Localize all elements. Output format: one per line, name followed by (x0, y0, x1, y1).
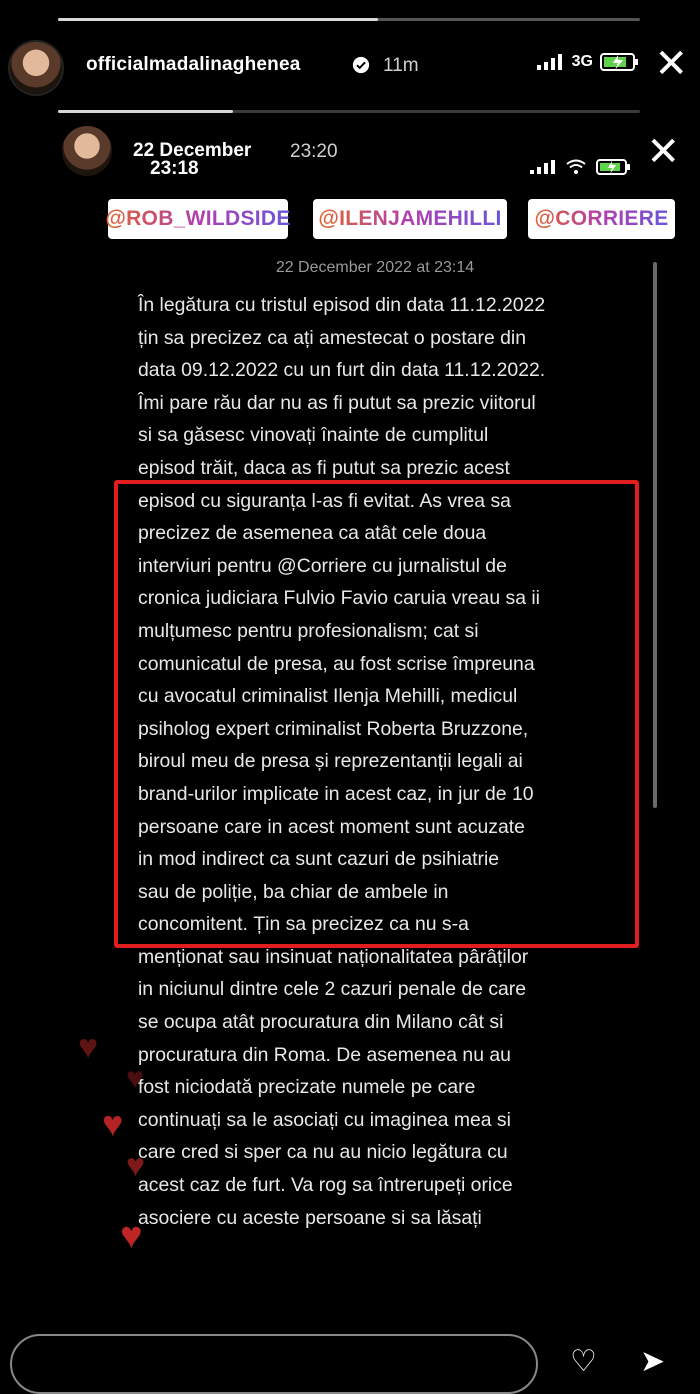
heart-outline-icon[interactable]: ♡ (570, 1345, 597, 1378)
inner-time-label: 23:20 (290, 141, 338, 162)
send-icon[interactable]: ➤ (640, 1345, 666, 1378)
note-line: În legătura cu tristul episod din data 11.12.2022 (138, 294, 546, 316)
close-icon[interactable]: ✕ (654, 42, 688, 86)
heart-icon: ♥ (126, 1062, 144, 1095)
note-line: continuați sa le asociați cu imaginea mea si (138, 1108, 511, 1131)
inner-clock: 23:18 (150, 158, 199, 179)
note-line: acest caz de furt. Va rog sa întrerupeți orice (138, 1174, 513, 1197)
verified-badge-icon (352, 56, 370, 74)
note-line: procuratura din Roma. De asemenea nu au (138, 1043, 511, 1066)
inner-avatar (62, 126, 112, 176)
note-line: asociere cu aceste persoane si sa lăsați (138, 1206, 482, 1229)
reply-input[interactable] (10, 1334, 538, 1394)
inner-close-icon[interactable]: ✕ (646, 130, 680, 174)
inner-status-bar (530, 158, 632, 176)
note-line: data 09.12.2022 cu un furt din data 11.12.2022. (138, 359, 546, 382)
story-progress-bar (58, 18, 640, 21)
network-label: 3G (571, 53, 593, 70)
battery-charging-icon (600, 52, 640, 72)
note-timestamp: 22 December 2022 at 23:14 (275, 259, 475, 276)
note-line: concomitent. Țin sa precizez ca nu s-a (138, 913, 469, 936)
note-line: psiholog expert criminalist Roberta Bruzzone, (138, 717, 529, 740)
note-line: in mod indirect ca sunt cazuri de psihiatrie (138, 848, 500, 871)
note-line: menționat sau insinuat naționalitatea pârâților (138, 945, 529, 968)
status-bar (537, 52, 640, 72)
note-line: cu avocatul criminalist Ilenja Mehilli, medicul (138, 685, 518, 708)
note-line: cronica judiciara Fulvio Favio caruia vreau sa ii (138, 587, 540, 610)
signal-icon (537, 54, 565, 70)
inner-story-progress-fill (58, 110, 233, 113)
highlight-box (114, 480, 639, 948)
heart-icon: ♥ (78, 1028, 99, 1066)
inner-story-progress-bar (58, 110, 640, 113)
note-line: precizez de asemenea ca atât cele doua (138, 522, 487, 545)
story-progress-fill (58, 18, 378, 21)
note-line: se ocupa atât procuratura din Milano cât si (138, 1011, 504, 1034)
note-line: episod trăit, daca as fi putut sa prezic acest (138, 456, 510, 479)
signal-icon (530, 160, 556, 174)
note-line: si sa găsesc vinovați înainte de cumplitul (138, 424, 489, 447)
note-line: care cred si sper ca nu au nicio legătura cu (138, 1141, 508, 1164)
scrollbar[interactable] (653, 262, 657, 808)
note-line: comunicatul de presa, au fost scrise împreuna (138, 652, 535, 675)
mention-sticker-ilenjamehilli[interactable]: @ILENJAMEHILLI (313, 199, 507, 239)
wifi-icon (566, 159, 586, 175)
heart-icon: ♥ (126, 1147, 145, 1183)
posted-ago: 11m (383, 55, 419, 76)
mention-sticker-rob-wildside[interactable]: @ROB_WILDSIDE (108, 199, 288, 239)
battery-charging-icon (596, 158, 632, 176)
avatar[interactable] (8, 40, 64, 96)
note-line: țin sa precizez ca ați amestecat o postare din (138, 326, 527, 349)
note-line: biroul meu de presa și reprezentanții legali ai (138, 750, 523, 773)
note-line: Îmi pare rău dar nu as fi putut sa prezic viitorul (138, 391, 536, 414)
note-line: in niciunul dintre cele 2 cazuri penale de care (138, 978, 527, 1001)
note-line: brand-urilor implicate in acest caz, in jur de 10 (138, 782, 534, 805)
mention-sticker-corriere[interactable]: @CORRIERE (528, 199, 675, 239)
heart-icon: ♥ (120, 1215, 143, 1257)
note-line: episod cu siguranța l-as fi evitat. As vrea sa (138, 489, 511, 512)
note-line: mulțumesc pentru profesionalism; cat si (138, 619, 479, 642)
note-line: fost niciodată precizate numele pe care (138, 1076, 476, 1099)
note-line: interviuri pentru @Corriere cu jurnalistul de (138, 554, 507, 577)
username[interactable]: officialmadalinaghenea (86, 54, 301, 75)
inner-date-label: 22 December (133, 140, 252, 161)
note-line: sau de poliție, ba chiar de ambele in (138, 880, 449, 903)
note-line: persoane care in acest moment sunt acuzate (138, 815, 525, 838)
heart-icon: ♥ (102, 1103, 124, 1144)
